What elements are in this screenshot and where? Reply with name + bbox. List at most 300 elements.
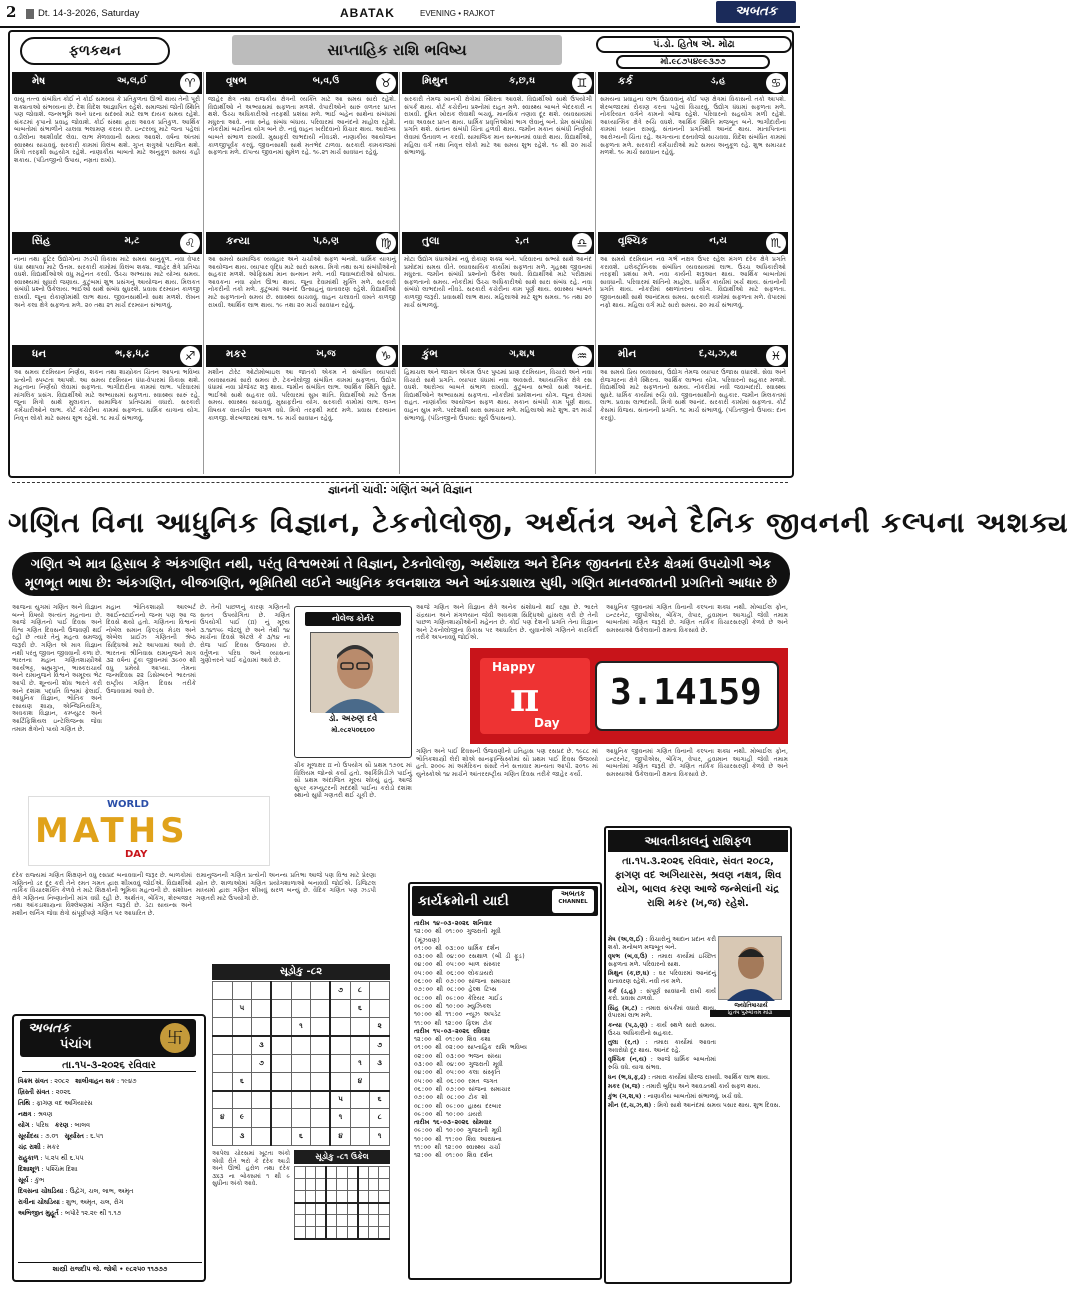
zodiac-icon: ♋ bbox=[766, 73, 786, 93]
sign-letters: દ,ચ,ઝ,થ bbox=[699, 349, 737, 359]
panchang-key: નક્ષત્ર bbox=[18, 1110, 32, 1118]
rashifal-item: તુલા (ર,ત) : તમારા કાર્યોમાં આવતા અવરોધો દૂર થાય. આનંદ રહે. bbox=[608, 1039, 716, 1054]
sign-letters: ર,ત bbox=[514, 236, 530, 246]
solution-cell bbox=[337, 1167, 348, 1179]
sudoku-cell[interactable] bbox=[232, 982, 252, 1000]
panchang-value: પશ્ચિમ દિશા bbox=[45, 1165, 78, 1173]
logo-part-2: તક bbox=[574, 889, 586, 898]
sudoku-cell[interactable] bbox=[370, 982, 390, 1000]
sudoku-cell[interactable] bbox=[271, 1054, 291, 1072]
panchang-key: રાત્રીના ચોઘડિયા bbox=[18, 1198, 60, 1206]
solution-cell bbox=[295, 1227, 306, 1239]
solution-cell bbox=[326, 1191, 337, 1203]
solution-cell bbox=[358, 1227, 369, 1239]
sudoku-row bbox=[213, 1018, 390, 1036]
sudoku-cell[interactable] bbox=[271, 982, 291, 1000]
sign-forecast-3: સરકારી તેમજ ખાનગી ક્ષેત્રોમાં સ્થિરતા આવશે. વિદ્યાર્થીઓ સાથે ઉપયોગી સંપર્ક થાય. કોર્ટ કચેરીના પ્રશ્નોમાં રાહત મળે. સ્વાસ્થ્ય બાબતે બેદરકારી ન રાખવી. દૂષિત ખોરાક લેવાથી બચવું. માનસિક તણાવ દૂર થશે. વ્યવસાયમાં નવા અવસર પ્રાપ્ત થાય. ધાર્મિક પ્રવૃત્તિઓમાં ભાગ લેવાનું બને. પ્રેમ સંબંધોમાં પ્રગતિ થશે. સંતાન સંબંધી ચિંતા હળવી થાય. જમીન મકાન સંબંધી નિર્ણયો લેવામાં ઉતાવળ ન કરવી. સામાજિક માન સન્માનમાં વધારો થાય. વિદ્યાર્થીઓ, મહિલા વર્ગ તથા નિવૃત્ત લોકો માટે આ સમય શુભ રહેશે. ૧૯ થી ૨૦ માર્ચ સંભાળવું. bbox=[404, 96, 592, 157]
solution-cell bbox=[379, 1179, 390, 1191]
sign-header-9 bbox=[12, 345, 202, 367]
sudoku-cell[interactable]: ૬ bbox=[232, 1072, 252, 1090]
panchang-row: અભિજીત મુહૂર્ત : બપોરે ૧૨.૨૯ થી ૧.૧૭ bbox=[18, 1209, 122, 1217]
solution-cell bbox=[379, 1215, 390, 1227]
events-item: ૦૭:૦૦ થી ૦૮:૦૦ હેલ્થ ટિપ્સ bbox=[414, 986, 497, 994]
sudoku-cell[interactable] bbox=[330, 1000, 350, 1018]
feature-subheadline: ગણિત એ માત્ર હિસાબ કે અંકગણિત નથી, પરંતુ વિશ્વભરમાં તે વિજ્ઞાન, ટેકનોલોજી, અર્થશાસ્ત્ર અને દૈનિક જીવનના દરેક ક્ષેત્રમાં ઉપયોગી એક મૂળભૂત ભાષા છે: અંકગણિત, બીજગણિત, ભૂમિતિથી લઈને આધુનિક કલનશાસ્ત્ર અને આંકડાશાસ્ત્ર સુધી, ગણિત માનવજાતની પ્રગતિનો આધાર છે bbox=[12, 552, 790, 596]
author-photo bbox=[310, 632, 398, 712]
sudoku-cell[interactable] bbox=[311, 1109, 331, 1127]
world-maths-day-graphic bbox=[28, 796, 270, 866]
sudoku-cell[interactable] bbox=[213, 1036, 233, 1054]
sudoku-cell[interactable]: ૪ bbox=[330, 1127, 350, 1145]
horoscope-title: સાપ્તાહિક રાશિ ભવિષ્ય bbox=[232, 35, 562, 65]
rashifal-sign: વૃષભ bbox=[608, 953, 621, 961]
sign-header-3 bbox=[402, 72, 594, 94]
zodiac-icon: ♈ bbox=[180, 73, 200, 93]
article-column-1: આજના યુગમાં ગણિત અને વિજ્ઞાન બન્ને વિષયો અત્યંત મહત્વના છે. આજે ગણિતનો પાઈ દિવસ અને વિશ્વ ગણિત દિવસની ઉજવણી થઈ રહી છે ત્યારે તેનું મહત્વ સમજવું જરૂરી છે. ગણિત એ માત્ર વિજ્ઞાન નથી પરંતુ જીવન જીવવાની કળા છે. ભારતના મહાન ગણિતશાસ્ત્રીઓ આર્યભટ્ટ, બ્રહ્મગુપ્ત, ભાસ્કરાચાર્ય અને રામાનુજને વિશ્વને અમૂલ્ય ભેટ આપી છે. શૂન્યની શોધ ભારતે કરી અને દશાંશ પદ્ધતિ વિશ્વમાં ફેલાઈ. આધુનિક વિજ્ઞાન, ભૌતિક અને રસાયણ શાસ્ત્ર, એન્જિનિયરિંગ, અવકાશ વિજ્ઞાન, કમ્પ્યુટર અને આર્ટિફિશિયલ ઇન્ટેલિજન્સ જેવા તમામ ક્ષેત્રોનો પાયો ગણિત છે. bbox=[12, 604, 102, 733]
sudoku-cell[interactable] bbox=[232, 1054, 252, 1072]
sudoku-cell[interactable] bbox=[291, 1036, 311, 1054]
rashifal-text: કાર્ય સ્થળે સારો સમય. ઉચ્ચ અધિકારીનો સહકાર. bbox=[608, 1021, 717, 1037]
pi-day-graphic bbox=[470, 648, 788, 744]
panchang-row: વિક્રમ સંવત : ૨૦૮૨ શાલીવાહન શક : ૧૯૪૭ bbox=[18, 1077, 137, 1085]
panchang-footer: શાસ્ત્રી રાજદીપ જે. જોષી • ૯૮૨૫૦ ૧૧૭૭૭ bbox=[18, 1262, 202, 1274]
sudoku-cell[interactable] bbox=[330, 1072, 350, 1090]
column-rule bbox=[399, 72, 400, 474]
sign-name: મિથુન bbox=[422, 75, 448, 87]
sudoku-row bbox=[213, 1054, 390, 1072]
events-item: ૧૧:૦૦ થી ૧૨:૦૦ સ્વાસ્થ્ય ચર્ચા bbox=[414, 1144, 501, 1152]
sign-name: તુલા bbox=[422, 235, 440, 247]
panchang-key: અભિજીત મુહૂર્ત bbox=[18, 1209, 59, 1217]
sudoku-cell[interactable] bbox=[271, 1018, 291, 1036]
sudoku-row bbox=[213, 1000, 390, 1018]
solution-cell bbox=[305, 1179, 316, 1191]
sudoku-cell[interactable]: ૧ bbox=[350, 1054, 370, 1072]
sudoku-cell[interactable] bbox=[271, 1127, 291, 1145]
sudoku-cell[interactable] bbox=[291, 982, 311, 1000]
sudoku-cell[interactable] bbox=[311, 1054, 331, 1072]
solution-cell bbox=[347, 1227, 358, 1239]
solution-cell bbox=[295, 1179, 306, 1191]
sudoku-cell[interactable] bbox=[213, 1072, 233, 1090]
events-item: ૦૯:૦૦ થી ૧૦:૦૦ ગુજરાતી મૂવી bbox=[414, 1127, 502, 1135]
horoscope-category: ફળકથન bbox=[20, 37, 170, 65]
rashifal-sign: વૃશ્ચિક bbox=[608, 1056, 626, 1064]
author-byline bbox=[300, 714, 406, 736]
rashifal-letters: (ન,ય) bbox=[629, 1056, 647, 1064]
knowledge-corner-title: નોલેજ કોર્નર bbox=[305, 612, 401, 626]
sudoku-cell[interactable] bbox=[311, 1127, 331, 1145]
sudoku-cell[interactable] bbox=[311, 1018, 331, 1036]
sudoku-cell[interactable]: ૬ bbox=[370, 1091, 390, 1109]
panchang-key-2: શાલીવાહન શક bbox=[75, 1077, 115, 1085]
sudoku-cell[interactable] bbox=[350, 1036, 370, 1054]
panchang-key: તિથિ bbox=[18, 1099, 31, 1107]
events-item: ૧૨:૦૦ થી ૦૧:૦૦ શિવ દર્શન bbox=[414, 1152, 493, 1160]
rashifal-text: વિચારોનું આદાન પ્રદાન કરી શકો. મનોબળ મજબૂત બને. bbox=[608, 936, 716, 951]
zodiac-icon: ♎ bbox=[572, 233, 592, 253]
daily-rashifal-title: આવતીકાલનું રાશિફળ bbox=[608, 830, 788, 852]
events-day: તારીખ ૧૪-૦૩-૨૦૨૬ શનિવાર bbox=[414, 920, 492, 927]
sudoku-cell[interactable]: ૪ bbox=[350, 1072, 370, 1090]
maths-label: MATHS bbox=[35, 811, 189, 851]
events-item: ૦૫:૦૦ થી ૦૬:૦૦ લોકડાયરો bbox=[414, 969, 494, 977]
events-item: ૦૭:૦૦ થી ૦૮:૦૦ ટોક શો bbox=[414, 1094, 488, 1102]
zodiac-icon: ♍ bbox=[376, 233, 396, 253]
sign-letters: ડ,હ bbox=[710, 76, 726, 86]
rashifal-letters: (ડ,હ) bbox=[620, 987, 637, 995]
rashifal-item: ધન (ભ,ધ,ફ,ઢ) : તમારા કાર્યોમાં ધીરજ રાખવી. આર્થિક લાભ થાય. bbox=[608, 1073, 770, 1081]
issue-date: Dt. 14-3-2026, Saturday bbox=[38, 8, 140, 19]
rashifal-letters: (દ,ચ,ઝ,થ) bbox=[620, 1102, 652, 1110]
solution-cell bbox=[305, 1203, 316, 1215]
zodiac-icon: ♉ bbox=[376, 73, 396, 93]
solution-cell bbox=[379, 1227, 390, 1239]
author-name: ડો. અરુણ દવે bbox=[328, 714, 378, 724]
sudoku-cell[interactable] bbox=[252, 1018, 272, 1036]
solution-cell bbox=[358, 1167, 369, 1179]
rashifal-letters: (બ,વ,ઉ) bbox=[624, 953, 648, 961]
panchang-key: યોગ bbox=[18, 1121, 30, 1129]
events-title: કાર્યક્રમોની યાદી bbox=[418, 893, 509, 909]
sudoku-cell[interactable] bbox=[252, 1091, 272, 1109]
solution-cell bbox=[347, 1215, 358, 1227]
sudoku-cell[interactable] bbox=[291, 1072, 311, 1090]
sudoku-row bbox=[213, 1091, 390, 1109]
solution-cell bbox=[305, 1215, 316, 1227]
solution-cell bbox=[368, 1215, 379, 1227]
sign-letters: ખ,જ bbox=[316, 349, 336, 359]
panchang-value: મકર bbox=[46, 1143, 60, 1151]
panchang-key: વિક્રમ સંવત bbox=[18, 1077, 49, 1085]
solution-cell bbox=[337, 1203, 348, 1215]
sudoku-cell[interactable] bbox=[291, 1054, 311, 1072]
solution-cell bbox=[305, 1191, 316, 1203]
sign-forecast-1: વાયુ તત્ત્વ સંબંધિત કોઈ ને કોઈ સમસ્યા કે પ્રતિકુળતા ઊભી થાય તેની પૂરી શક્યતાઓ સંભવ્યના છે. દેશ વિદેશ આજ્ઞાપિત રહેશે. સમાજમાં જોતી સ્થિતિ પણ જોવાશે. જન્મભૂમિ અને ધરના સદસ્યો માટે લાભ દાયક સમય રહેશે. સંકટમાં કૃપાનો પ્રવાહ જોવાશે. કોઈ સંસ્થા દ્વારા આવક પ્રતિકુળ. આર્થિક બાબતોમાં સંભાળીને ચાલવા ભલામણ કરાય છે. ઇન્ટરવ્યૂ માટે જતા પહેલાં વડીલોના આશીર્વાદ લેવા. લાભ મેળવવાની સમય આવશે. વર્ષના અંતમાં સ્વાસ્થ્ય સાચવવું. સરકારી કામમાં વિલંબ થશે. ગુપ્ત શત્રુઓ પરાજિત થશે. મિત્રો તરફથી સહયોગ રહેશે. નાણાકીય બાબતો માટે અનુકૂળ સમય કહી શકાય. (પંડિતજીનો ઉપાય, નમ્રતા રાખો). bbox=[14, 96, 200, 164]
sudoku-cell[interactable] bbox=[311, 1036, 331, 1054]
events-item: ૦૩:૦૦ થી ૦૪:૦૦ ગુજરાતી મૂવી bbox=[414, 1061, 503, 1069]
panchang-value-2: બાલવ bbox=[74, 1121, 91, 1129]
panchang-value-2: ૬.૫૧ bbox=[90, 1132, 104, 1140]
panchang-row: ખ્રિસ્તી સંવત : ૨૦૨૬ bbox=[18, 1088, 71, 1096]
rashifal-letters: (ર,ત) bbox=[624, 1039, 640, 1047]
sudoku-cell[interactable]: ૬ bbox=[291, 1127, 311, 1145]
events-item: ૦૯:૦૦ થી ૧૦:૦૦ ડાયરો bbox=[414, 1110, 482, 1118]
solution-cell bbox=[368, 1203, 379, 1215]
solution-cell bbox=[337, 1215, 348, 1227]
rashifal-sign: કર્ક bbox=[608, 987, 617, 995]
sudoku-cell[interactable] bbox=[370, 1072, 390, 1090]
panchang-header bbox=[20, 1019, 196, 1057]
sudoku-cell[interactable] bbox=[213, 1000, 233, 1018]
solution-cell bbox=[347, 1167, 358, 1179]
sudoku-row bbox=[213, 982, 390, 1000]
sudoku-cell[interactable] bbox=[232, 1091, 252, 1109]
events-item: ૧૨:૦૦ થી ૦૧:૦૦ ગુજરાતી મૂવી bbox=[414, 928, 501, 936]
panchang-date: તા.૧૫-૩-૨૦૨૬ રવિવાર bbox=[22, 1060, 196, 1072]
sudoku-title: સૂડોકુ -૮૨ bbox=[212, 964, 390, 980]
sudoku-cell[interactable]: ૮ bbox=[350, 982, 370, 1000]
sudoku-cell[interactable] bbox=[271, 1109, 291, 1127]
solution-row bbox=[295, 1203, 390, 1215]
events-item: ૦૯:૦૦ થી ૧૦:૦૦ મ્યુઝિકલ bbox=[414, 1002, 492, 1010]
article-column-2b: રામાનુજનની ગણિત પ્રત્યેની અનન્ય પ્રતિભા આજે પણ વિશ્વ માટે પ્રેરણા સ્ત્રોત છે. શાળાઓમાં ગણિત પ્રયોગશાળાઓ બનાવવી જોઈએ. ડિજિટલ માધ્યમો દ્વારા ગણિત શીખવું સરળ બન્યું છે. વૈદિક ગણિત પણ ઝડપી ગણતરી માટે ઉપયોગી છે. bbox=[196, 872, 376, 902]
sudoku-cell[interactable]: ૮ bbox=[370, 1109, 390, 1127]
sign-name: વૃશ્ચિક bbox=[618, 235, 648, 247]
rashifal-item: મીન (દ,ચ,ઝ,થ) : મિત્રો સાથે આનંદમાં સમય પસાર થાય. શુભ દિવસ. bbox=[608, 1102, 781, 1110]
sudoku-cell[interactable]: ૭ bbox=[370, 1036, 390, 1054]
sudoku-cell[interactable] bbox=[213, 1091, 233, 1109]
panchang-value: ૫.૨૫ થી ૬.૫૫ bbox=[44, 1154, 84, 1162]
article-column-3: છે. તેની પાછળનું કારણ ગણિતની સતત ઉપયોગિતા છે. ગણિત ઉપયોગી પાઈ (π) નું મૂલ્ય ૩.૧૪૧૫૯ જેટલું છે અને તેથી ૧૪ માર્ચના દિવસે એટલે કે ૩/૧૪ ના રોજ પાઈ દિવસ ઉજવાય છે. વર્તુળના પરિઘ અને વ્યાસના ગુણોત્તરને પાઈ કહેવામાં આવે છે. bbox=[200, 604, 290, 665]
sign-name: મકર bbox=[226, 348, 247, 360]
sudoku-cell[interactable]: ૩ bbox=[370, 1054, 390, 1072]
sudoku-cell[interactable] bbox=[311, 1000, 331, 1018]
sudoku-cell[interactable]: ૧ bbox=[291, 1018, 311, 1036]
sign-letters: ભ,ફ,ધ,ઢ bbox=[115, 349, 149, 359]
sudoku-cell[interactable]: ૧ bbox=[370, 1127, 390, 1145]
astrologer-mobile: મો.૯૮૭૫૪૯૯૩૭૭ bbox=[616, 55, 770, 69]
panchang-row: દિવસના ચોઘડિયા : ઉદ્વેગ, ચલ, લાભ, અમૃત bbox=[18, 1187, 134, 1195]
rashifal-text: તમારા સંપર્કમાં વધારો થાય. વેપારમાં લાભ મળે. bbox=[608, 1004, 717, 1020]
panchang-key: દિશાશૂળ bbox=[18, 1165, 40, 1173]
rashifal-sign: મેષ bbox=[608, 936, 616, 943]
zodiac-icon: ♌ bbox=[180, 233, 200, 253]
solution-cell bbox=[347, 1179, 358, 1191]
solution-cell bbox=[379, 1191, 390, 1203]
sign-name: મેષ bbox=[32, 75, 46, 87]
events-item: ૧૨:૦૦ થી ૦૧:૦૦ શિવ કથા bbox=[414, 1036, 491, 1044]
rashifal-item: વૃષભ (બ,વ,ઉ) : તમારા કાર્યોમાં ઇચ્છિત સફળતા મળે. પરિવારનો સાથ. bbox=[608, 953, 716, 968]
rashifal-letters: (ભ,ધ,ફ,ઢ) bbox=[618, 1073, 647, 1081]
sudoku-cell[interactable] bbox=[252, 1127, 272, 1145]
sign-forecast-7: મોટા ઉદ્યોગ ધંધાઓમાં નવું રોકાણ શક્ય બને. પરિવારના સભ્યો સાથે આનંદ પ્રમોદમાં સમય વીતે. વ્યાવસાયિક કાર્યોમાં સફળતા મળે. ગૃહસ્થ જીવનમાં મધુરતા. જમીન સંબંધી પ્રશ્નોનો ઉકેલ આવે. વિદ્યાર્થીઓ માટે પરીક્ષામાં સફળતાનો સમય. નોકરીમાં ઉચ્ચ અધિકારીઓ સાથે સારા સંબંધ રહે. નવા સંબંધો લાભદાયી નીવડે. સરકારી કચેરીના કામ પૂર્ણ થાય. સ્વાસ્થ્ય બાબતે કાળજી જરૂરી. પ્રવાસથી લાભ થાય. મહિલાઓ માટે શુભ સમય. ૧૯ તથા ૨૦ માર્ચ સંભાળવું. bbox=[404, 256, 592, 309]
sudoku-cell[interactable] bbox=[213, 1127, 233, 1145]
zodiac-icon: ♒ bbox=[572, 346, 592, 366]
rashifal-text: સંપૂર્ણ સાવધાની રાખી કાર્ય કરો. પ્રવાસ ટાળવો. bbox=[608, 987, 717, 1003]
sudoku-cell[interactable] bbox=[291, 1091, 311, 1109]
rashifal-text: તમારા કાર્યોમાં આવતા અવરોધો દૂર થાય. આનંદ રહે. bbox=[608, 1039, 716, 1054]
sudoku-cell[interactable] bbox=[252, 982, 272, 1000]
sign-name: સિંહ bbox=[32, 235, 51, 247]
sudoku-cell[interactable] bbox=[271, 1072, 291, 1090]
panchang-row: ચંદ્ર રાશી : મકર bbox=[18, 1143, 60, 1151]
solution-cell bbox=[295, 1167, 306, 1179]
sudoku-cell[interactable]: ૧ bbox=[330, 1109, 350, 1127]
rashifal-text: ઘર પરિવારમાં આનંદનું વાતાવરણ રહેશે. નવી તક મળે. bbox=[608, 970, 717, 985]
sudoku-cell[interactable]: ૭ bbox=[330, 982, 350, 1000]
sudoku-cell[interactable] bbox=[311, 982, 331, 1000]
rashifal-text: આજે ધાર્મિક બાબતોમાં રુચિ વધે. યાત્રા સંભવ. bbox=[608, 1056, 716, 1071]
events-item: ૦૨:૦૦ થી ૦૩:૦૦ ભજન સંધ્યા bbox=[414, 1052, 502, 1060]
rashifal-text: તમારા કાર્યોમાં ઇચ્છિત સફળતા મળે. પરિવારનો સાથ. bbox=[608, 953, 716, 968]
sudoku-cell[interactable]: ૪ bbox=[213, 1109, 233, 1127]
sign-forecast-4: સમયના પ્રવાહના લાભ ઉઠાવવાનું કોઈ પણ ક્ષેત્રમાં વિકાસની તકો આપશે. શેરબજારમાં રોકાણ કરતા પહેલાં વિચારવું. ઉદ્યોગ ધંધામાં સફળતા મળે. નોકરિયાત વર્ગને કામનો બોજ રહેશે. પરિવારનો સહયોગ મળી રહેશે. આધ્યાત્મિક ક્ષેત્રે રુચિ વધશે. આર્થિક સ્થિતિ મજબૂત બને. ભાગીદારીના કામમાં ધ્યાન રાખવું. સંતાનની પ્રગતિથી આનંદ થાય. માતાપિતાના આરોગ્યની ચિંતા રહે. અગત્યના દસ્તાવેજો સાચવવા. વિદેશ સંબંધિત કામમાં સફળતા મળે. સરકારી કર્મચારીઓ માટે સમય અનુકૂળ રહે. શુભ સમાચાર મળશે. ૧૯ માર્ચ સાવધાન રહેવું. bbox=[600, 96, 786, 157]
rashifal-sign: કુંભ bbox=[608, 1092, 618, 1100]
sudoku-cell[interactable]: ૩ bbox=[232, 1127, 252, 1145]
paper-name: ABATAK bbox=[340, 6, 395, 20]
sudoku-cell[interactable] bbox=[271, 1000, 291, 1018]
sign-header-5 bbox=[12, 232, 202, 254]
sudoku-cell[interactable] bbox=[350, 1127, 370, 1145]
panchang-row: સૂર્યોદય : ૭.૦૧ સૂર્યાસ્ત : ૬.૫૧ bbox=[18, 1132, 104, 1140]
sudoku-cell[interactable] bbox=[213, 1018, 233, 1036]
astrologer-name: પં.ડો. હિતેષ એ. મોઢા bbox=[596, 36, 792, 53]
sign-letters: ક,છ,ઘ bbox=[508, 76, 536, 86]
pi-value: 3.14159 bbox=[610, 672, 762, 713]
rashifal-letters: (પ,ઠ,ણ) bbox=[624, 1021, 648, 1029]
panchang-value: બપોરે ૧૨.૨૯ થી ૧.૧૭ bbox=[64, 1209, 122, 1217]
article-column-5: ગણિત અને પાઈ દિવસની ઉજવણીનો ઇતિહાસ પણ રસપ્રદ છે. ૧૯૮૮ માં ભૌતિકશાસ્ત્રી લેરી શોએ સાનફ્રાન્સિસ્કોમાં સૌ પ્રથમ પાઈ દિવસ ઉજવ્યો હતો. ૨૦૦૯ માં અમેરિકન સંસદે તેને સત્તાવાર માન્યતા આપી. ૨૦૧૯ માં યુનેસ્કોએ ૧૪ માર્ચને આંતરરાષ્ટ્રીય ગણિત દિવસ તરીકે જાહેર કર્યો. bbox=[416, 748, 598, 778]
solution-cell bbox=[358, 1191, 369, 1203]
paper-logo: અબતક bbox=[716, 1, 796, 23]
rashifal-letters: (ગ,શ,ષ) bbox=[619, 1092, 642, 1100]
panchang-title: પંચાંગ bbox=[60, 1037, 92, 1052]
sudoku-cell[interactable] bbox=[350, 1018, 370, 1036]
events-day: તારીખ ૧૬-૦૩-૨૦૨૬ સોમવાર bbox=[414, 1119, 492, 1127]
sign-forecast-9: આ સમય દરમિયાન નિર્ણય, શકન તથા શાસ્ત્રોક્ત ચિંતન આપના ભવિષ્ય પ્રત્યેની સ્પષ્ટતા આપશે. આ સમય દરમિયાન ધંધા-વેપારમાં વિકાસ થશે. મહત્વના નિર્ણયો લેવામાં સફળતા. ભાગીદારીના કામમાં લાભ. પરિવારમાં માંગલિક પ્રસંગ. વિદ્યાર્થીઓ માટે અભ્યાસમાં સફળતા. સ્વાસ્થ્ય સારું રહે. જૂના મિત્રો સાથે મુલાકાત. સામાજિક પ્રતિષ્ઠામાં વધારો. સરકારી કર્મચારીઓને લાભ. કોર્ટ કચેરીના કામમાં સફળતા. ધાર્મિક યાત્રાના યોગ. નિવૃત્ત લોકો માટે સમય શુભ રહેશે. ૧૮ માર્ચ સંભાળવું. bbox=[14, 369, 200, 422]
sudoku-cell[interactable] bbox=[350, 1109, 370, 1127]
sign-header-10 bbox=[206, 345, 398, 367]
sudoku-cell[interactable] bbox=[271, 1091, 291, 1109]
page-number: 2 bbox=[6, 3, 17, 21]
sign-header-11 bbox=[402, 345, 594, 367]
panchang-value: શ્રવણ bbox=[37, 1110, 53, 1118]
sign-name: વૃષભ bbox=[226, 75, 247, 87]
sign-name: મીન bbox=[618, 348, 637, 360]
solution-cell bbox=[305, 1227, 316, 1239]
sign-letters: પ,ઠ,ણ bbox=[313, 236, 339, 246]
sudoku-cell[interactable] bbox=[311, 1072, 331, 1090]
panchang-value: કુંભ bbox=[34, 1176, 45, 1184]
sudoku-cell[interactable]: ૫ bbox=[330, 1091, 350, 1109]
events-item: ૦૧:૦૦ થી ૦૩:૦૦ ધાર્મિક દર્શન bbox=[414, 944, 500, 952]
sudoku-cell[interactable]: ૬ bbox=[350, 1000, 370, 1018]
sudoku-cell[interactable]: ૫ bbox=[232, 1000, 252, 1018]
panchang-key: દિવસના ચોઘડિયા bbox=[18, 1187, 64, 1195]
sudoku-cell[interactable] bbox=[232, 1018, 252, 1036]
panchang-key: ખ્રિસ્તી સંવત bbox=[18, 1088, 50, 1096]
panchang-value: ૭.૦૧ bbox=[44, 1132, 59, 1140]
pi-symbol: π bbox=[510, 674, 540, 721]
page-header bbox=[0, 0, 800, 28]
rashifal-sign: ધન bbox=[608, 1073, 617, 1081]
sign-name: કર્ક bbox=[618, 75, 633, 87]
events-item: ૦૬:૦૦ થી ૦૭:૦૦ સાંજના સમાચાર bbox=[414, 978, 511, 986]
solution-cell bbox=[305, 1167, 316, 1179]
solution-cell bbox=[379, 1203, 390, 1215]
solution-cell bbox=[295, 1215, 306, 1227]
sudoku-cell[interactable] bbox=[213, 1054, 233, 1072]
solution-cell bbox=[316, 1203, 327, 1215]
solution-row bbox=[295, 1227, 390, 1239]
panchang-row: યોગ : પરિઘ કરણ : બાલવ bbox=[18, 1121, 91, 1129]
sudoku-cell[interactable] bbox=[330, 1054, 350, 1072]
solution-row bbox=[295, 1191, 390, 1203]
panchang-key: સૂર્યોદય bbox=[18, 1132, 39, 1140]
rashifal-sign: તુલા bbox=[608, 1039, 619, 1047]
solution-cell bbox=[337, 1179, 348, 1191]
column-rule bbox=[203, 72, 204, 474]
sudoku-row bbox=[213, 1036, 390, 1054]
panchang-value-2: ૧૯૪૭ bbox=[121, 1077, 137, 1085]
solution-cell bbox=[316, 1191, 327, 1203]
solution-cell bbox=[347, 1191, 358, 1203]
panchang-brand: અબતક bbox=[28, 1021, 70, 1036]
sudoku-cell[interactable]: ૯ bbox=[232, 1109, 252, 1127]
sudoku-row bbox=[213, 1127, 390, 1145]
sudoku-cell[interactable] bbox=[311, 1091, 331, 1109]
solution-cell bbox=[337, 1191, 348, 1203]
sudoku-cell[interactable]: ૩ bbox=[252, 1036, 272, 1054]
sudoku-cell[interactable] bbox=[291, 1000, 311, 1018]
sudoku-cell[interactable] bbox=[291, 1109, 311, 1127]
sudoku-cell[interactable] bbox=[232, 1036, 252, 1054]
events-item: ૧૦:૦૦ થી ૧૧:૦૦ ન્યૂઝ અપડેટ bbox=[414, 1011, 501, 1019]
rashifal-item: કુંભ (ગ,શ,ષ) : નાણાકીય બાબતોમાં સંભાળવું. ખર્ચ વધે. bbox=[608, 1092, 743, 1100]
panchang-value: શુભ, અમૃત, ચલ, રોગ bbox=[66, 1198, 124, 1206]
sudoku-cell[interactable]: ૨ bbox=[370, 1018, 390, 1036]
events-item: ૦૬:૦૦ થી ૦૭:૦૦ સાંજના સમાચાર bbox=[414, 1085, 511, 1093]
sign-letters: ન,ય bbox=[709, 236, 727, 246]
sudoku-cell[interactable]: ૭ bbox=[252, 1054, 272, 1072]
day-label: DAY bbox=[125, 849, 148, 860]
sudoku-cell[interactable] bbox=[213, 982, 233, 1000]
solution-cell bbox=[326, 1203, 337, 1215]
sudoku-instructions: આપેલા ચોરસમાં ખૂટતા અંકો એવી રીતે ભરો કે દરેક આડી અને ઊભી હરોળ તથા દરેક ૩x૩ ના બોક્સમાં ૧ થી ૯ સુધીના અંકો આવે. bbox=[212, 1150, 290, 1188]
solution-cell bbox=[358, 1179, 369, 1191]
sign-name: ધન bbox=[32, 348, 47, 360]
astrologer-label: જ્યોતિષાચાર્ય bbox=[734, 1002, 768, 1009]
sign-name: કન્યા bbox=[226, 235, 250, 247]
solution-cell bbox=[326, 1179, 337, 1191]
solution-cell bbox=[379, 1167, 390, 1179]
solution-row bbox=[295, 1179, 390, 1191]
sudoku-cell[interactable] bbox=[330, 1036, 350, 1054]
panchang-value: ૨૦૮૨ bbox=[54, 1077, 70, 1085]
author-mobile: મો.૯૮૨૫૦૬૬૦૦ bbox=[331, 726, 375, 734]
sudoku-cell[interactable] bbox=[252, 1109, 272, 1127]
sudoku-cell[interactable] bbox=[252, 1072, 272, 1090]
page-number-bar bbox=[26, 9, 34, 19]
panchang-key: રાહુકાળ bbox=[18, 1154, 39, 1162]
solution-cell bbox=[295, 1203, 306, 1215]
zodiac-icon: ♊ bbox=[572, 73, 592, 93]
rashifal-letters: (ક,છ,ઘ) bbox=[626, 970, 650, 978]
rashifal-letters: (અ,લ,ઈ) bbox=[617, 936, 644, 943]
sign-header-6 bbox=[206, 232, 398, 254]
solution-cell bbox=[337, 1227, 348, 1239]
daily-rashifal-list bbox=[608, 936, 788, 1280]
sudoku-cell[interactable] bbox=[330, 1018, 350, 1036]
astrologer-full-name: હિતેષ પુરુષોત્તમ મોઢા bbox=[710, 1010, 790, 1017]
sudoku-solution-grid bbox=[294, 1166, 390, 1240]
panchang-key-2: કરણ bbox=[54, 1121, 69, 1129]
sign-forecast-8: આ સમયે દરમિયાન નવ ગર્ભ નક્ષત્ર ઉપર રહેલ મંગળ દરેક ક્ષેત્રે પ્રગતિ કરાવશે. ઇલેક્ટ્રોનિક્સ સંબંધિત વ્યવસાયમાં લાભ. ઉચ્ચ અધિકારીઓ તરફથી પ્રશંસા મળે. નવા કાર્યની શરૂઆત થાય. આર્થિક બાબતોમાં સાવધાની. પરિવારમાં શાંતિનો માહોલ. ધાર્મિક કાર્યોમાં ખર્ચ થાય. સંતાનોની પ્રગતિ થાય. નોકરીમાં સ્થળાંતરના યોગ. વિદ્યાર્થીઓ માટે સફળતા. જીવનસાથી સાથે આનંદમય સમય. સરકારી કામોમાં સફળતા મળે. વેપારમાં નફો થાય. મહિલા વર્ગ માટે સારો સમય. ૨૦ માર્ચ સંભાળવું. bbox=[600, 256, 786, 309]
panchang-row: દિશાશૂળ : પશ્ચિમ દિશા bbox=[18, 1165, 78, 1173]
sudoku-cell[interactable] bbox=[271, 1036, 291, 1054]
sudoku-cell[interactable] bbox=[350, 1091, 370, 1109]
rashifal-text: નાણાકીય બાબતોમાં સંભાળવું. ખર્ચ વધે. bbox=[647, 1092, 743, 1100]
solution-cell bbox=[368, 1179, 379, 1191]
panchang-key-2: સૂર્યાસ્ત bbox=[64, 1132, 84, 1140]
sudoku-cell[interactable] bbox=[370, 1000, 390, 1018]
sudoku-cell[interactable] bbox=[252, 1000, 272, 1018]
abtak-channel-logo bbox=[552, 889, 594, 913]
logo-channel: CHANNEL bbox=[558, 899, 588, 905]
zodiac-icon: ♓ bbox=[766, 346, 786, 366]
sudoku-grid bbox=[212, 981, 390, 1146]
